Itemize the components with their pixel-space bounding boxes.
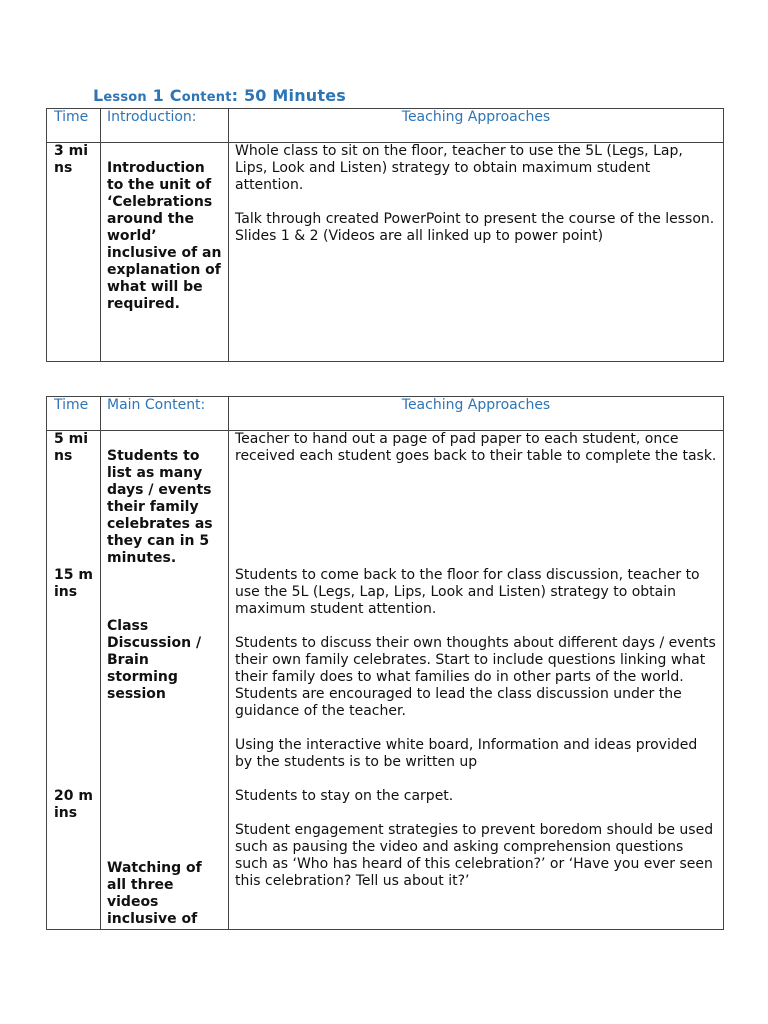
main-content-header: Main Content: <box>101 397 229 431</box>
introduction-table <box>46 108 724 362</box>
teaching-approaches-header: Teaching Approaches <box>229 397 724 431</box>
introduction-header: Introduction: <box>101 109 229 143</box>
section-cell <box>101 431 229 930</box>
approach-paragraph: Student engagement strategies to prevent boredom should be used such as pausing the video and asking comprehension questions such as ‘Who has heard of this celebration?’ or ‘Have you ever seen this celebration? Tell us about it?’ <box>235 822 714 889</box>
main-content-table <box>46 396 724 930</box>
approach-paragraph: Talk through created PowerPoint to present the course of the lesson. Slides 1 & 2 (Videos are all linked up to power point) <box>235 211 715 244</box>
introduction-row <box>47 143 724 362</box>
section-list-events: Students to list as many days / events their family celebrates as they can in 5 minutes. <box>107 448 213 566</box>
time-cell: 3 mins <box>47 143 101 362</box>
section-class-discussion: Class Discussion / Brain storming session <box>107 618 202 702</box>
approach-paragraph: Students to come back to the floor for class discussion, teacher to use the 5L (Legs, Lap, Lips, Look and Listen) strategy to obtain maximum student attention. <box>235 567 700 617</box>
main-content-header-row <box>47 397 724 431</box>
approaches-cell <box>229 431 724 930</box>
introduction-header-row <box>47 109 724 143</box>
time-20-mins: 20 mins <box>54 788 93 821</box>
approaches-cell <box>229 143 724 362</box>
time-cell <box>47 431 101 930</box>
time-15-mins: 15 mins <box>54 567 93 600</box>
lesson-title: Lesson 1 Content: 50 Minutes <box>93 86 347 105</box>
time-header: Time <box>47 109 101 143</box>
main-content-row <box>47 431 724 930</box>
time-5-mins: 5 mins <box>54 431 89 464</box>
teaching-approaches-header: Teaching Approaches <box>229 109 724 143</box>
approach-paragraph: Using the interactive white board, Information and ideas provided by the students is to be written up <box>235 737 698 770</box>
approach-paragraph: Students to stay on the carpet. <box>235 788 454 804</box>
approach-paragraph: Whole class to sit on the floor, teacher to use the 5L (Legs, Lap, Lips, Look and Listen) strategy to obtain maximum student attention. <box>235 143 683 193</box>
section-watching-videos: Watching of all three videos inclusive of <box>107 860 202 927</box>
approach-paragraph: Teacher to hand out a page of pad paper to each student, once received each student goes back to their table to complete the task. <box>235 431 717 464</box>
time-header: Time <box>47 397 101 431</box>
section-cell: Introduction to the unit of ‘Celebrations around the world’ inclusive of an explanation of what will be required. <box>101 143 229 362</box>
approach-paragraph: Students to discuss their own thoughts about different days / events their own family celebrates. Start to include questions linking what their family does to what families do in other parts of the world. Students are encouraged to lead the class discussion under the guidance of the teacher. <box>235 635 716 719</box>
